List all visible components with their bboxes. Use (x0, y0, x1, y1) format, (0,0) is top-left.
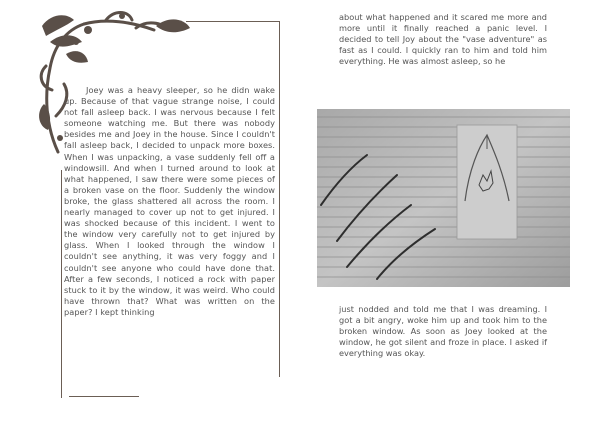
frame-line-left (61, 170, 62, 398)
frame-line-bottom (69, 396, 139, 397)
story-paragraph-left: Joey was a heavy sleeper, so he didn wake up. Because of that vague strange noise, I could not fall asleep back. I was nervous because I felt someone watching me. But there was nobody besides me and Joey in the house. Since I couldn't fall asleep back, I decided to unpack more boxes. When I was unpacking, a vase suddenly fell off a windowsill. And when I turned around to look at what happened, I saw there were some pieces of a broken vase on the floor. Suddenly the window broke, the glass shattered all across the room. I nearly managed to cover up not to get injured. I was shocked because of this incident. I went to the window very carefully not to get injured by glass. When I looked through the window I couldn't see anything, it was very foggy and I couldn't see anyone who could have done that. After a few seconds, I noticed a rock with paper stuck to it by the window, it was weird. Who could have thrown that? What was written on the paper? I kept thinking (64, 85, 275, 317)
frame-line-right (279, 21, 280, 377)
broken-window-photo (317, 109, 570, 287)
story-paragraph-right-bottom: just nodded and told me that I was dreaming. I got a bit angry, woke him up and took him to the broken window. As soon as Joey looked at the window, he got silent and froze in place. I asked if everything was okay. (339, 304, 547, 359)
story-paragraph-right-top: about what happened and it scared me more and more until it finally reached a panic level. I decided to tell Joy about the "vase adventure" as fast as I could. I quickly ran to him and told him everything. He was almost asleep, so he (339, 12, 547, 67)
frame-line-top (186, 21, 279, 22)
